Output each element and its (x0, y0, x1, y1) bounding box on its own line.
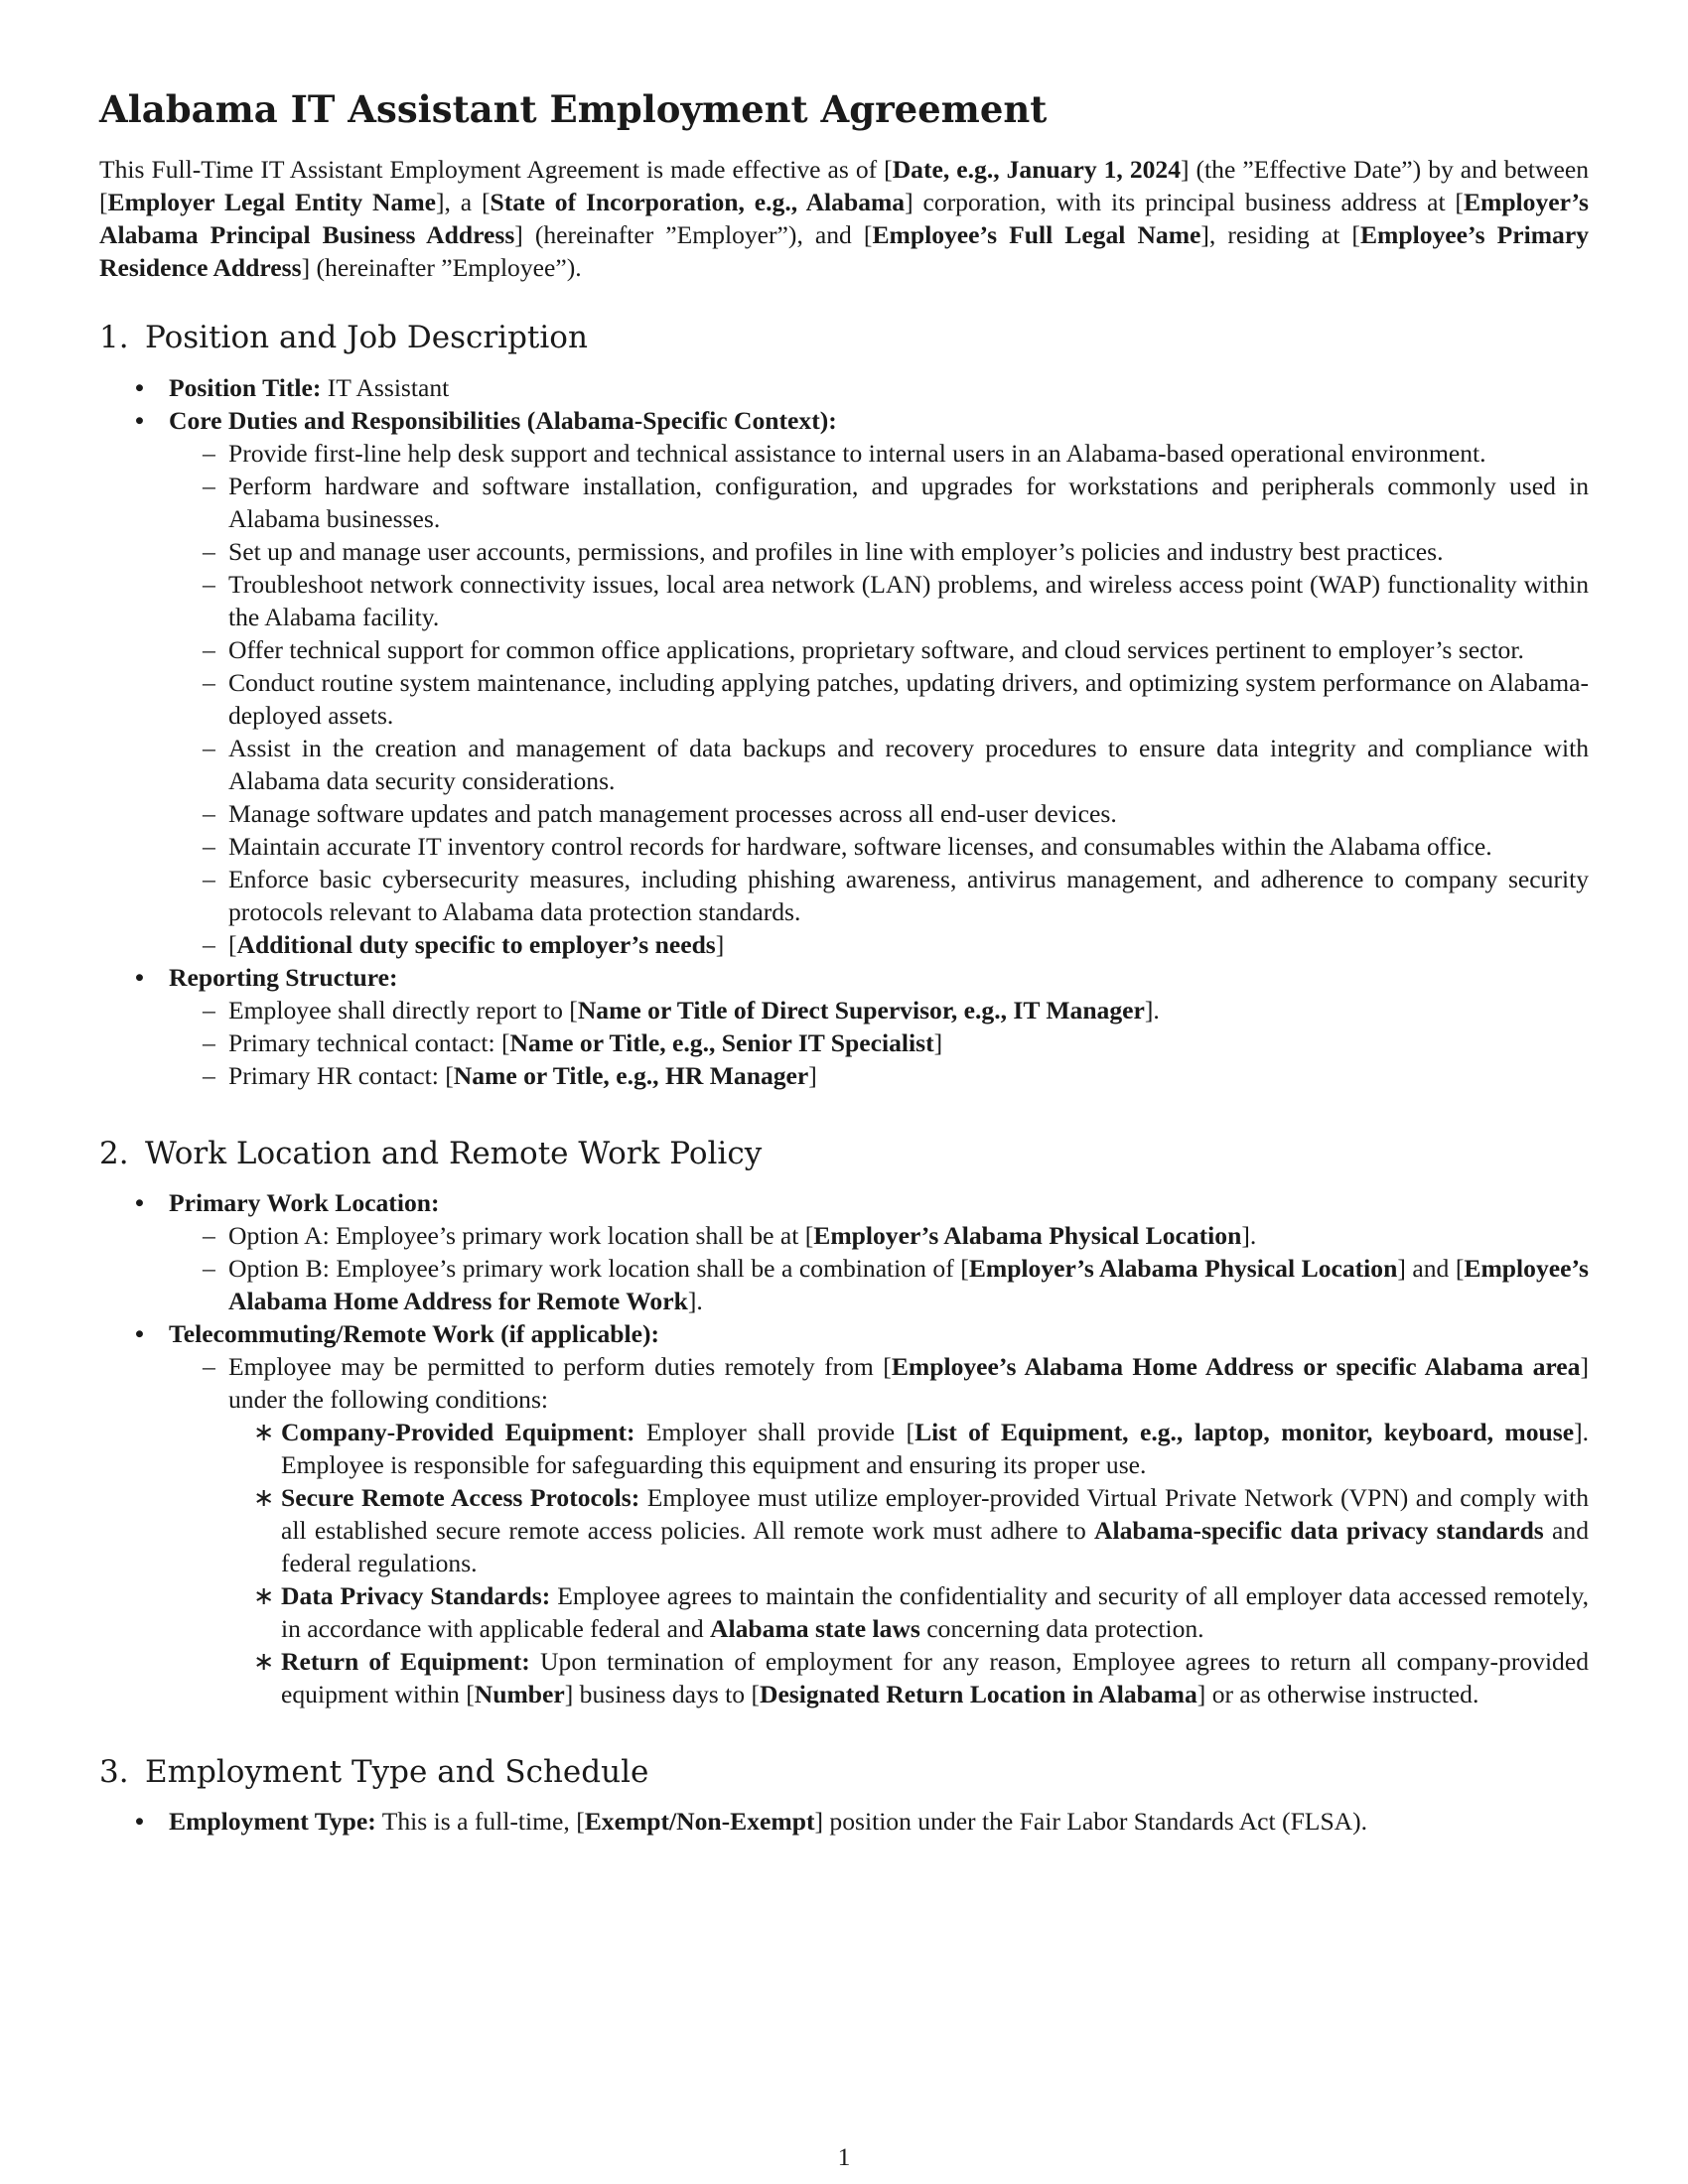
item-label: Employment Type: (169, 1806, 376, 1836)
option-a: – Option A: Employee’s primary work location shall be at [Employer’s Alabama Physical Location]. (203, 1220, 1257, 1250)
list-item: • Employment Type: This is a full-time, [Exempt/Non-Exempt] position under the Fair Labor Standards Act (FLSA). (135, 1806, 1368, 1836)
intro-text: This Full-Time IT Assistant Employment Agreement is made effective as of [ (99, 155, 893, 185)
dash: – (203, 1351, 215, 1381)
dash: – (203, 569, 215, 599)
asterisk: ∗ (253, 1580, 275, 1610)
document-title: Alabama IT Assistant Employment Agreement (99, 87, 1048, 131)
section-heading-2 (99, 1136, 1589, 1172)
condition-data-privacy: ∗ Data Privacy Standards: Employee agrees to maintain the confidentiality and security of all employer data accessed remotely, in accordance with applicable federal and Alabama state laws concerning data protection. (253, 1580, 1589, 1643)
duty-item: – Enforce basic cybersecurity measures, including phishing awareness, antivirus management, and adherence to company security protocols relevant to Alabama data protection standards. (203, 864, 1589, 926)
placeholder-effective-date: Date, e.g., January 1, 2024 (892, 155, 1182, 185)
section-heading-3 (99, 1754, 1589, 1791)
reporting-item: – Employee shall directly report to [Name or Title of Direct Supervisor, e.g., IT Manager]. (203, 995, 1160, 1024)
condition-return-equipment: ∗ Return of Equipment: Upon termination of employment for any reason, Employee agrees to return all company-provided equipment within [Number] business days to [Designated Return Location in Alabama] or as otherwise instructed. (253, 1646, 1590, 1708)
page-number: 1 (837, 2142, 851, 2171)
duty-item: – [Additional duty specific to employer’s needs] (203, 929, 725, 959)
duty-item: – Manage software updates and patch management processes across all end-user devices. (203, 798, 1117, 828)
bullet: • (135, 1806, 144, 1836)
condition-equipment: ∗ Company-Provided Equipment: Employer shall provide [List of Equipment, e.g., laptop, monitor, keyboard, mouse]. Employee is responsible for safeguarding this equipment and ensuring its proper use. (253, 1417, 1589, 1479)
telecommute-list (169, 1350, 1589, 1710)
list-item (99, 1186, 1589, 1317)
section-3-list (99, 1805, 1589, 1838)
intro-text: ], a [ (436, 188, 491, 217)
bullet: • (135, 1187, 144, 1217)
dash: – (203, 667, 215, 697)
condition-secure-access: ∗ Secure Remote Access Protocols: Employee must utilize employer-provided Virtual Private Network (VPN) and comply with all established secure remote access policies. All remote work must adhere to Alabama-specific data privacy standards and federal regulations. (253, 1482, 1589, 1577)
reporting-item: – Primary HR contact: [Name or Title, e.g., HR Manager] (203, 1060, 817, 1090)
dash: – (203, 1253, 215, 1283)
reporting-item: – Primary technical contact: [Name or Title, e.g., Senior IT Specialist] (203, 1027, 943, 1057)
conditions-list (228, 1416, 1589, 1710)
dash: – (203, 733, 215, 762)
asterisk: ∗ (253, 1482, 275, 1512)
dash: – (203, 831, 215, 861)
item-label: Core Duties and Responsibilities (Alabama-Specific Context): (169, 405, 837, 435)
dash: – (203, 929, 215, 959)
section-2-list (99, 1186, 1589, 1710)
intro-text: ] (the ”Effective Date”) by and between [ (99, 155, 1590, 217)
duty-item: – Troubleshoot network connectivity issues, local area network (LAN) problems, and wireless access point (WAP) functionality within the Alabama facility. (203, 569, 1589, 631)
list-item (99, 1317, 1589, 1710)
bullet: • (135, 405, 144, 435)
section-number: 2. (99, 1135, 129, 1171)
dash: – (203, 1220, 215, 1250)
option-b: – Option B: Employee’s primary work location shall be a combination of [Employer’s Alabama Physical Location] and [Employee’s Alabama Home Address for Remote Work]. (203, 1253, 1589, 1315)
list-item (99, 404, 1589, 961)
bullet: • (135, 962, 144, 992)
list-item (99, 371, 1589, 404)
intro-text: ] (hereinafter ”Employer”), and [ (514, 220, 873, 250)
intro-text: ] corporation, with its principal business address at [ (905, 188, 1464, 217)
placeholder-employer-address: Employer’s Alabama Principal Business Address (99, 188, 1589, 250)
list-item (99, 961, 1589, 1092)
dash: – (203, 864, 215, 893)
intro-paragraph (99, 153, 1589, 284)
section-title: Position and Job Description (145, 320, 588, 356)
duty-item: – Maintain accurate IT inventory control records for hardware, software licenses, and consumables within the Alabama office. (203, 831, 1492, 861)
placeholder-employee-address: Employee’s Primary Residence Address (99, 220, 1589, 283)
duty-item: – Provide first-line help desk support and technical assistance to internal users in an Alabama-based operational environment. (203, 438, 1486, 468)
placeholder-employee-name: Employee’s Full Legal Name (872, 220, 1201, 250)
dash: – (203, 995, 215, 1024)
dash: – (203, 634, 215, 664)
placeholder-employer-name: Employer Legal Entity Name (107, 188, 437, 217)
document-page (99, 87, 1589, 1838)
reporting-list (169, 994, 1589, 1092)
dash: – (203, 471, 215, 500)
item-label: Telecommuting/Remote Work (if applicable): (169, 1318, 660, 1348)
section-number: 3. (99, 1753, 129, 1790)
section-heading-1 (99, 320, 1589, 356)
section-number: 1. (99, 320, 129, 356)
duty-item: – Perform hardware and software installation, configuration, and upgrades for workstations and peripherals commonly used in Alabama businesses. (203, 471, 1589, 533)
intro-text: ], residing at [ (1200, 220, 1360, 250)
asterisk: ∗ (253, 1417, 275, 1446)
duty-item: – Offer technical support for common office applications, proprietary software, and cloud services pertinent to employer’s sector. (203, 634, 1524, 664)
asterisk: ∗ (253, 1646, 275, 1676)
placeholder-additional-duty: Additional duty specific to employer’s needs (236, 929, 716, 959)
bullet: • (135, 372, 144, 402)
item-label: Reporting Structure: (169, 962, 398, 992)
duty-item: – Conduct routine system maintenance, including applying patches, updating drivers, and optimizing system performance on Alabama-deployed assets. (203, 667, 1589, 730)
telecommute-intro: – Employee may be permitted to perform duties remotely from [Employee’s Alabama Home Address or specific Alabama area] under the following conditions: ∗ Company-Provided Equipment: Employer shall provide [List of Equipment, e.g., laptop, monitor, keyboard, mouse]. Employee is responsible for safeguarding this equipment and ensuring its proper use. ∗ Secure Remote Access Protocols: Employee must utilize employer-provided Virtual Private Network (VPN) and comply with all established secure remote access policies. All remote work must adhere to Alabama-specific data privacy standards and federal regulations. ∗ Data Privacy Standards: Employee agrees to maintain the confidentiality and security of all employer data accessed remotely, in accordance with applicable federal and Alabama state laws concerning data protection. ∗ Return of Equipment: Upon termination of employment for any reason, Employee agrees to return all company-provided equipment within [Number] business days to [Designated Return Location in Alabama] or as otherwise instructed. (203, 1351, 1590, 1708)
item-text: IT Assistant (321, 372, 450, 402)
dash: – (203, 536, 215, 566)
intro-text: ] (hereinafter ”Employee”). (301, 253, 582, 283)
dash: – (203, 1027, 215, 1057)
location-options (169, 1219, 1589, 1317)
duty-item: – Set up and manage user accounts, permissions, and profiles in line with employer’s policies and industry best practices. (203, 536, 1444, 566)
item-label: Position Title: (169, 372, 322, 402)
section-title: Work Location and Remote Work Policy (145, 1135, 763, 1171)
placeholder-state: State of Incorporation, e.g., Alabama (490, 188, 906, 217)
bullet: • (135, 1318, 144, 1348)
section-1-list (99, 371, 1589, 1092)
duties-list (169, 437, 1589, 961)
section-title: Employment Type and Schedule (145, 1753, 649, 1790)
dash: – (203, 1060, 215, 1090)
item-label: Primary Work Location: (169, 1187, 440, 1217)
dash: – (203, 798, 215, 828)
dash: – (203, 438, 215, 468)
duty-item: – Assist in the creation and management of data backups and recovery procedures to ensure data integrity and compliance with Alabama data security considerations. (203, 733, 1589, 795)
